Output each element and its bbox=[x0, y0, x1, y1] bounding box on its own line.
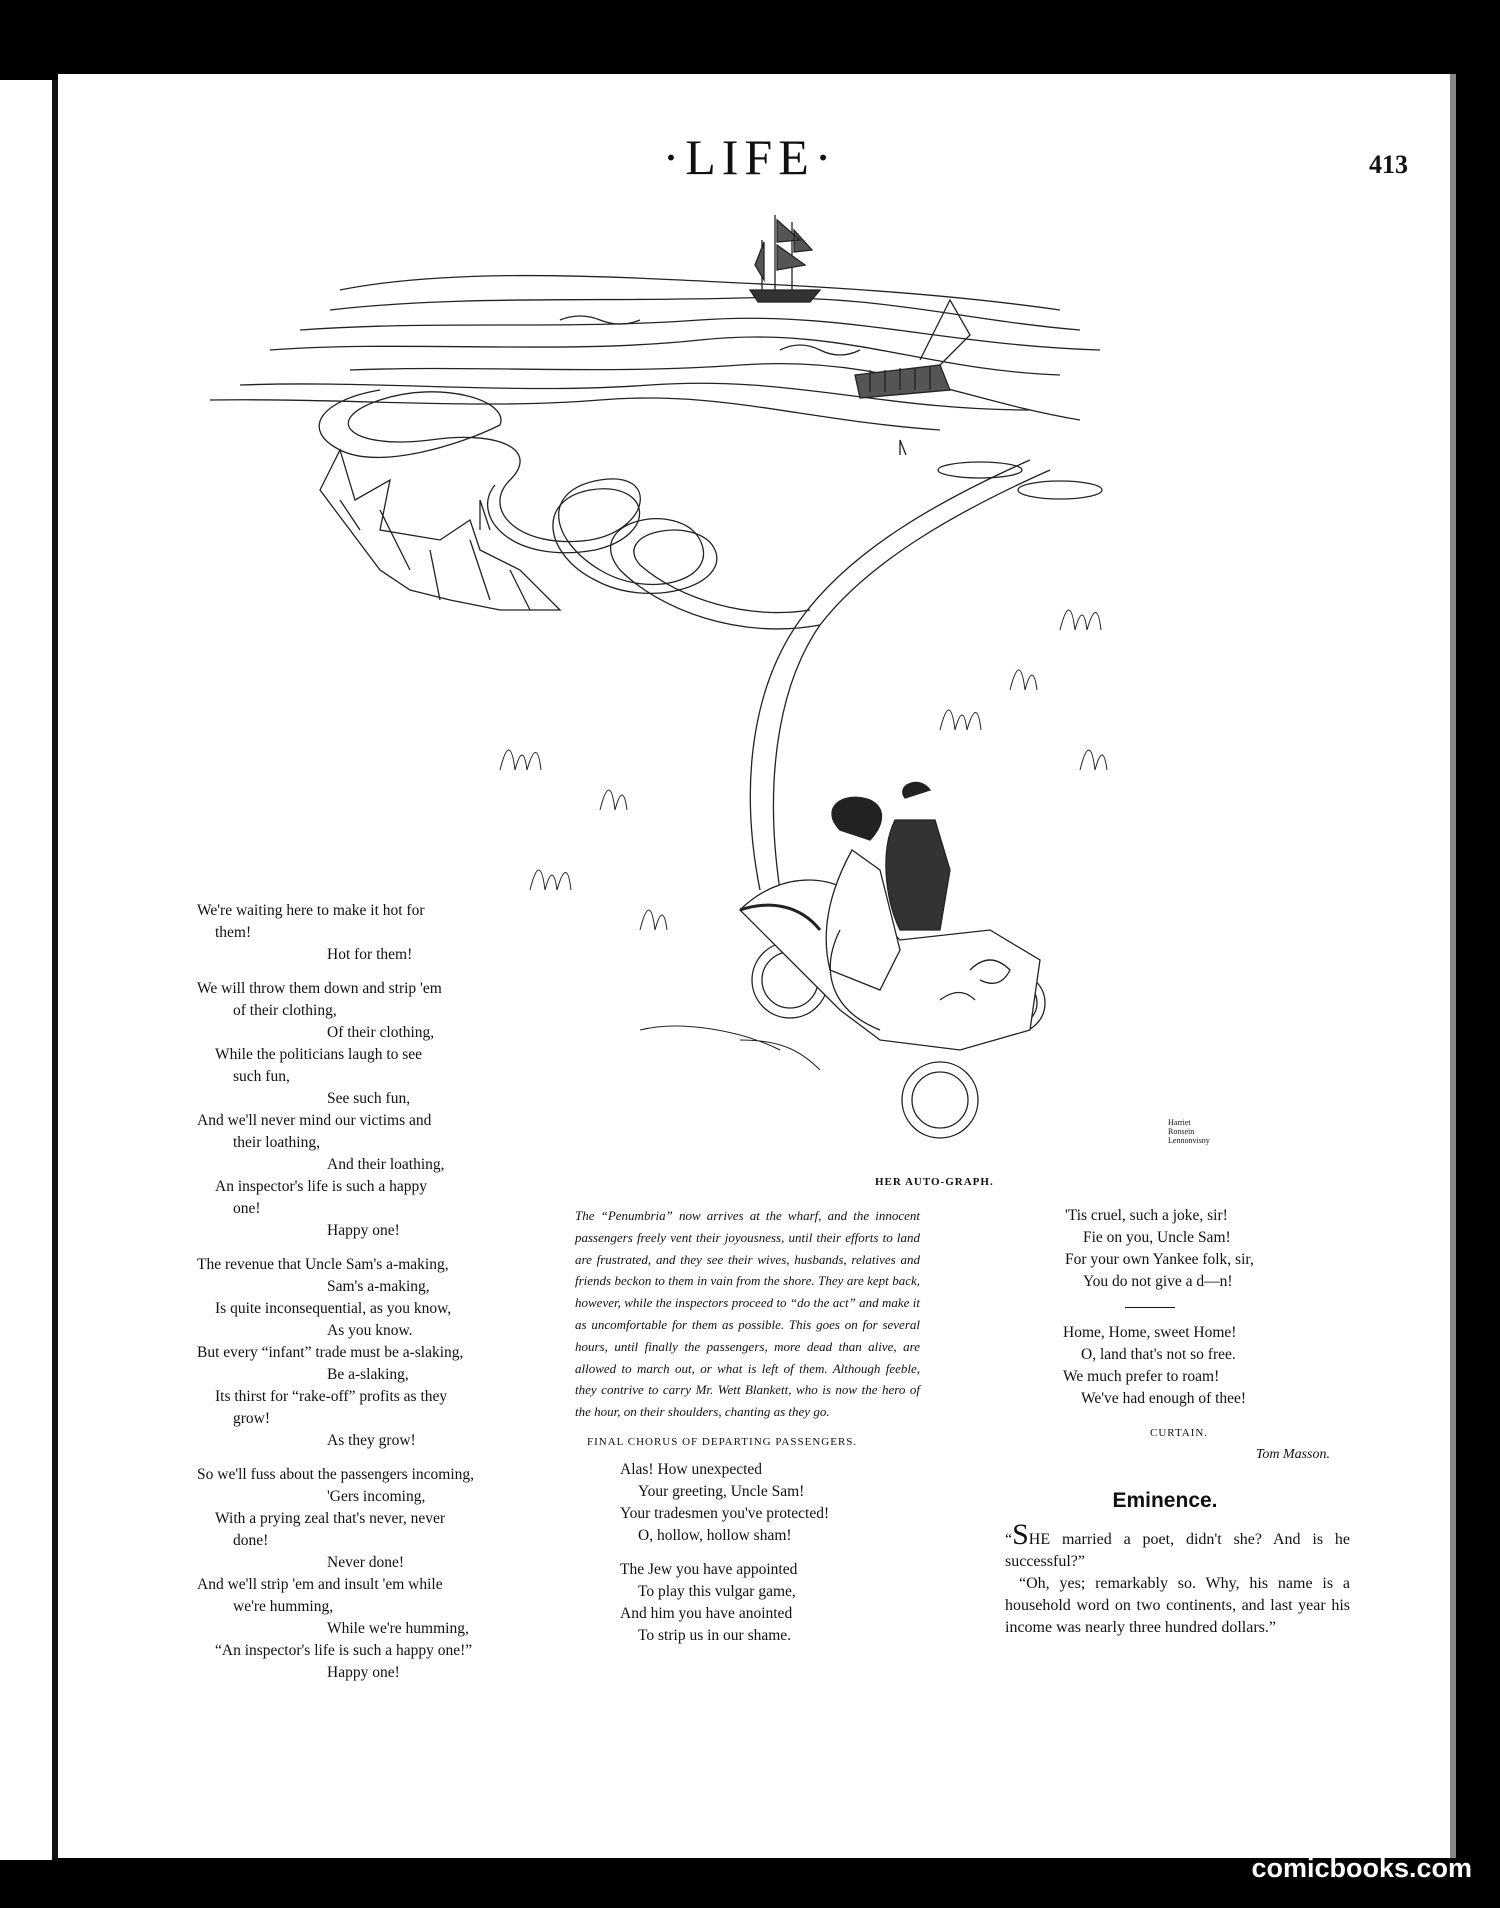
poem-line: See such fun, bbox=[327, 1090, 411, 1107]
poem-line: While we're humming, bbox=[327, 1620, 469, 1637]
poem-left-column bbox=[197, 900, 617, 1696]
divider-rule bbox=[1125, 1307, 1175, 1308]
poem-line: Sam's a-making, bbox=[327, 1278, 430, 1295]
poem-line: 'Tis cruel, such a joke, sir! bbox=[1065, 1207, 1228, 1224]
poem-line: Your greeting, Uncle Sam! bbox=[638, 1482, 805, 1500]
page-edge bbox=[1450, 74, 1456, 1858]
sea-waves bbox=[210, 276, 1100, 430]
poem-stanza bbox=[197, 1464, 617, 1684]
poem-line: Is quite inconsequential, as you know, bbox=[215, 1300, 452, 1317]
final-chorus-heading: FINAL CHORUS OF DEPARTING PASSENGERS. bbox=[587, 1435, 858, 1448]
scribbled-tire-tracks bbox=[319, 390, 1050, 890]
chorus-stanza bbox=[575, 1459, 995, 1547]
poem-line: Hot for them! bbox=[327, 946, 413, 963]
poem-line: done! bbox=[233, 1532, 269, 1549]
artist-signature bbox=[1168, 1118, 1224, 1145]
sailing-ship bbox=[750, 215, 820, 302]
poem-line: Happy one! bbox=[327, 1664, 400, 1681]
poem-line: And we'll strip 'em and insult 'em while bbox=[197, 1576, 443, 1593]
artist-signature-line: Harriet bbox=[1168, 1118, 1191, 1127]
poem-line: We've had enough of thee! bbox=[1081, 1390, 1247, 1407]
poem-line: With a prying zeal that's never, never bbox=[215, 1510, 446, 1527]
chorus-stanza bbox=[575, 1559, 995, 1647]
poem-line: An inspector's life is such a happy bbox=[215, 1178, 427, 1195]
author-signature: Tom Masson. bbox=[1255, 1447, 1330, 1462]
poem-line: So we'll fuss about the passengers incoming, bbox=[197, 1466, 475, 1483]
poem-line: O, hollow, hollow sham! bbox=[638, 1526, 792, 1544]
rowboats bbox=[900, 440, 1102, 499]
right-column bbox=[1005, 1205, 1375, 1639]
chorus-stanza bbox=[1005, 1322, 1375, 1410]
masthead-title: ·LIFE· bbox=[662, 129, 838, 185]
open-quote: “ bbox=[1005, 1531, 1013, 1548]
poem-line: such fun, bbox=[233, 1068, 290, 1085]
poem-line: And him you have anointed bbox=[620, 1604, 793, 1622]
artist-signature-line: Lennonvisny bbox=[1168, 1136, 1210, 1145]
poem-line: O, land that's not so free. bbox=[1081, 1346, 1236, 1363]
man-in-car bbox=[886, 782, 950, 930]
poem-line: of their clothing, bbox=[233, 1002, 337, 1019]
poem-line: We're waiting here to make it hot for bbox=[197, 902, 425, 919]
eminence-paragraph bbox=[1005, 1518, 1350, 1573]
poem-line: For your own Yankee folk, sir, bbox=[1065, 1251, 1254, 1268]
poem-line: 'Gers incoming, bbox=[327, 1488, 426, 1505]
middle-column bbox=[575, 1205, 995, 1659]
poem-line: Home, Home, sweet Home! bbox=[1063, 1324, 1237, 1341]
poem-stanza bbox=[197, 978, 617, 1242]
poem-line: You do not give a d—n! bbox=[1083, 1273, 1233, 1290]
poem-line: We much prefer to roam! bbox=[1063, 1368, 1220, 1385]
poem-line: Alas! How unexpected bbox=[620, 1460, 763, 1478]
poem-line: Its thirst for “rake-off” profits as they bbox=[215, 1388, 448, 1405]
eminence-paragraph-text: HE married a poet, didn't she? And is he successful?” bbox=[1005, 1531, 1350, 1570]
artist-signature-line: Ronsein bbox=[1168, 1127, 1195, 1136]
eminence-paragraph: “Oh, yes; remarkably so. Why, his name is a household word on two continents, and last year his income was nearly three hundred dollars.” bbox=[1005, 1575, 1350, 1636]
poem-line: And their loathing, bbox=[327, 1156, 445, 1173]
poem-line: Never done! bbox=[327, 1554, 405, 1571]
poem-stanza bbox=[197, 1254, 617, 1452]
illustration-caption: HER AUTO-GRAPH. bbox=[875, 1176, 994, 1188]
drop-cap: S bbox=[1012, 1518, 1029, 1551]
poem-line: As you know. bbox=[327, 1322, 413, 1339]
poem-stanza bbox=[197, 900, 617, 966]
page-number: 413 bbox=[1369, 150, 1408, 179]
poem-line: Be a-slaking, bbox=[327, 1366, 409, 1383]
poem-line: The Jew you have appointed bbox=[620, 1560, 798, 1578]
poem-line: Your tradesmen you've protected! bbox=[620, 1504, 830, 1522]
poem-line: Of their clothing, bbox=[327, 1024, 435, 1041]
poem-line: them! bbox=[215, 924, 252, 941]
fishing-nets bbox=[320, 450, 560, 610]
poem-line: While the politicians laugh to see bbox=[215, 1046, 423, 1063]
poem-line: To strip us in our shame. bbox=[638, 1626, 792, 1644]
chorus-stanza bbox=[1005, 1205, 1375, 1293]
eminence-text bbox=[1005, 1518, 1350, 1639]
watermark-text: comicbooks.com bbox=[1251, 1853, 1472, 1883]
poem-line: And we'll never mind our victims and bbox=[197, 1112, 432, 1129]
poem-line: We will throw them down and strip 'em bbox=[197, 980, 442, 997]
eminence-title: Eminence. bbox=[1112, 1489, 1218, 1512]
poem-line: one! bbox=[233, 1200, 261, 1217]
poem-line: The revenue that Uncle Sam's a-making, bbox=[197, 1256, 449, 1273]
poem-line: we're humming, bbox=[233, 1598, 334, 1615]
poem-line: Fie on you, Uncle Sam! bbox=[1083, 1229, 1231, 1246]
poem-line: their loathing, bbox=[233, 1134, 320, 1151]
poem-line: Happy one! bbox=[327, 1222, 400, 1239]
facing-page-edge bbox=[0, 80, 52, 1860]
curtain-note: CURTAIN. bbox=[1150, 1427, 1209, 1439]
poem-line: grow! bbox=[233, 1410, 271, 1427]
stage-direction: The “Penumbria” now arrives at the wharf, and the innocent passengers freely vent their joyousness, until their efforts to land are frustrated, and they see their wives, husbands, relatives and friends beckon to them in vain from the shore. They are kept back, however, while the inspectors proceed to “do the act” and make it as uncomfortable for them as possible. This goes on for several hours, until finally the passengers, more dead than alive, are allowed to march out, or what is left of them. Although feeble, they contrive to carry Mr. Wett Blankett, who is now the hero of the hour, on their shoulders, chanting as they go. bbox=[575, 1208, 920, 1420]
poem-line: But every “infant” trade must be a-slaking, bbox=[197, 1344, 464, 1361]
poem-line: To play this vulgar game, bbox=[638, 1582, 796, 1600]
poem-line: “An inspector's life is such a happy one!” bbox=[215, 1642, 473, 1659]
poem-line: As they grow! bbox=[327, 1432, 416, 1449]
